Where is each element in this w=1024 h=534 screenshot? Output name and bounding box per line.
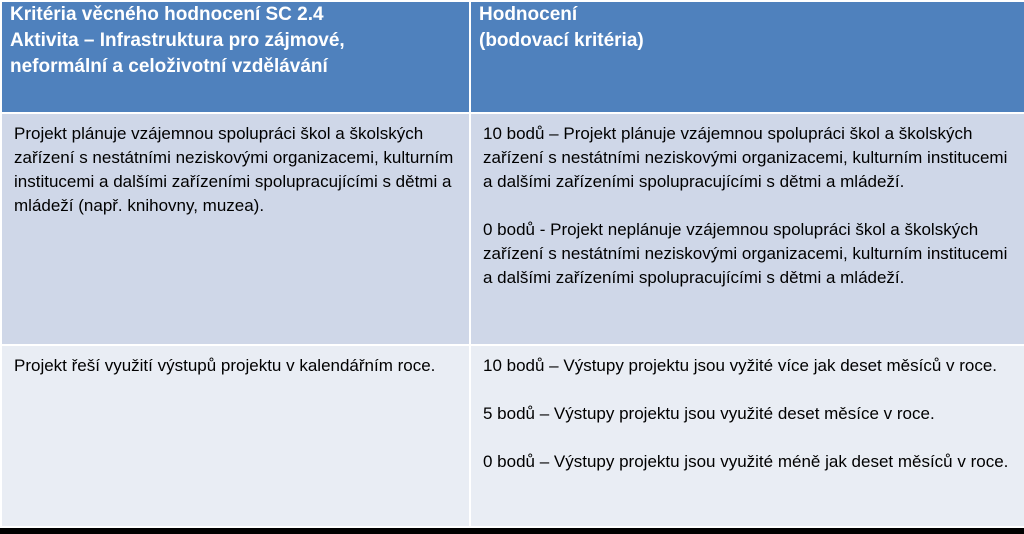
- header-criteria: [1, 1, 470, 113]
- bottom-border: [0, 528, 1024, 534]
- scoring-option: 0 bodů - Projekt neplánuje vzájemnou spolupráci škol a školských zařízení s nestátními neziskovými organizacemi, kulturním institucemi a dalšími zařízeními spolupracujícími s dětmi a mládeží.: [483, 220, 1008, 287]
- table-row: [1, 345, 1024, 527]
- header-scoring: [470, 1, 1024, 113]
- criterion-text: Projekt plánuje vzájemnou spolupráci škol a školských zařízení s nestátními neziskovými organizacemi, kulturním institucemi a dalšími zařízeními spolupracujícími s dětmi a mládeží (např. knihovny, muzea).: [14, 124, 454, 215]
- scoring-option: 5 bodů – Výstupy projektu jsou využité deset měsíce v roce.: [483, 404, 935, 423]
- scoring-cell: [470, 345, 1024, 527]
- criterion-cell: [1, 345, 470, 527]
- criterion-text: Projekt řeší využití výstupů projektu v kalendářním roce.: [14, 356, 436, 375]
- header-criteria-line-1: Kritéria věcného hodnocení SC 2.4: [10, 4, 324, 25]
- header-scoring-line-2: (bodovací kritéria): [479, 30, 644, 51]
- scoring-option: 0 bodů – Výstupy projektu jsou využité méně jak deset měsíců v roce.: [483, 452, 1009, 471]
- scoring-option: 10 bodů – Výstupy projektu jsou vyžité více jak deset měsíců v roce.: [483, 356, 998, 375]
- header-criteria-line-3: neformální a celoživotní vzdělávání: [10, 56, 328, 77]
- header-scoring-line-1: Hodnocení: [479, 4, 578, 25]
- table-row: [1, 113, 1024, 345]
- scoring-cell: [470, 113, 1024, 345]
- criterion-cell: [1, 113, 470, 345]
- scoring-option: 10 bodů – Projekt plánuje vzájemnou spolupráci škol a školských zařízení s nestátními neziskovými organizacemi, kulturním institucemi a dalšími zařízeními spolupracujícími s dětmi a mládeží.: [483, 124, 1008, 191]
- header-criteria-line-2: Aktivita – Infrastruktura pro zájmové,: [10, 30, 345, 51]
- header-row: [1, 1, 1024, 113]
